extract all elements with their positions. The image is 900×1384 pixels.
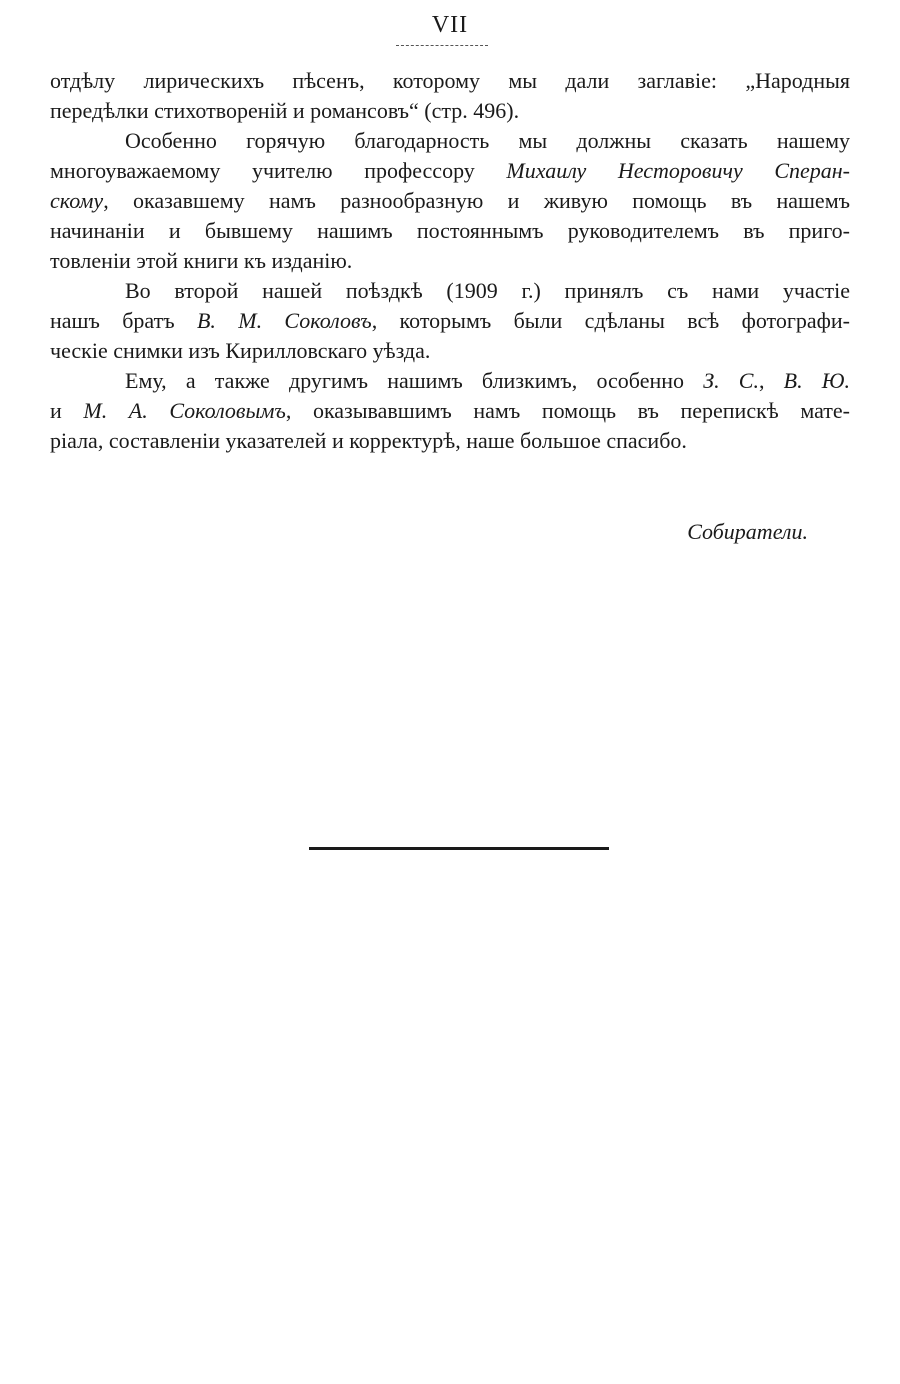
text-line-9	[50, 306, 850, 336]
text-segment: , оказывавшимъ намъ помощь въ перепискѣ мате-	[285, 398, 851, 423]
italic-name: В. М. Соколовъ	[196, 308, 372, 333]
text-line-6	[50, 216, 850, 246]
text-line-12	[50, 396, 850, 426]
italic-name: В. Ю.	[783, 368, 851, 393]
text-segment: ріала, составленіи указателей и корректурѣ, наше большое спасибо.	[50, 428, 687, 453]
text-segment: передѣлки стихотвореній и романсовъ“ (стр. 496).	[50, 98, 520, 123]
text-line-5	[50, 186, 850, 216]
italic-name: М. А. Соколовымъ	[83, 398, 286, 423]
text-segment: , оказавшему намъ разнообразную и живую помощь въ нашемъ	[103, 188, 850, 213]
page-number: VII	[431, 12, 469, 38]
signature: Собиратели.	[687, 519, 808, 544]
text-line-4	[50, 156, 850, 186]
text-segment: Особенно горячую благодарность мы должны сказать нашему	[125, 128, 850, 153]
text-line-11	[125, 366, 850, 396]
text-segment: ческіе снимки изъ Кирилловскаго уѣзда.	[50, 338, 431, 363]
text-segment: , которымъ были сдѣланы всѣ фотографи-	[371, 308, 850, 333]
text-line-13	[50, 426, 850, 456]
text-line-8	[125, 276, 850, 306]
text-segment: отдѣлу лирическихъ пѣсенъ, которому мы дали заглавіе: „Народныя	[50, 68, 850, 93]
italic-name: скому	[50, 188, 104, 213]
text-line-3	[125, 126, 850, 156]
text-line-1	[50, 66, 850, 96]
text-line-7	[50, 246, 850, 276]
text-segment: нашъ братъ	[50, 308, 197, 333]
text-segment: и	[50, 398, 84, 423]
text-segment: товленіи этой книги къ изданію.	[50, 248, 353, 273]
closing-rule	[309, 847, 609, 850]
text-segment: ,	[758, 368, 784, 393]
text-segment: многоуважаемому учителю профессору	[50, 158, 507, 183]
text-line-10	[50, 336, 850, 366]
text-segment: Во второй нашей поѣздкѣ (1909 г.) принялъ съ нами участіе	[125, 278, 850, 303]
text-segment: начинаніи и бывшему нашимъ постояннымъ руководителемъ въ приго-	[50, 218, 850, 243]
italic-name: З. С.	[703, 368, 759, 393]
text-segment: Ему, а также другимъ нашимъ близкимъ, особенно	[125, 368, 704, 393]
page-number-underline	[396, 45, 488, 46]
text-line-2	[50, 96, 850, 126]
italic-name: Михаилу Несторовичу Сперан-	[506, 158, 851, 183]
